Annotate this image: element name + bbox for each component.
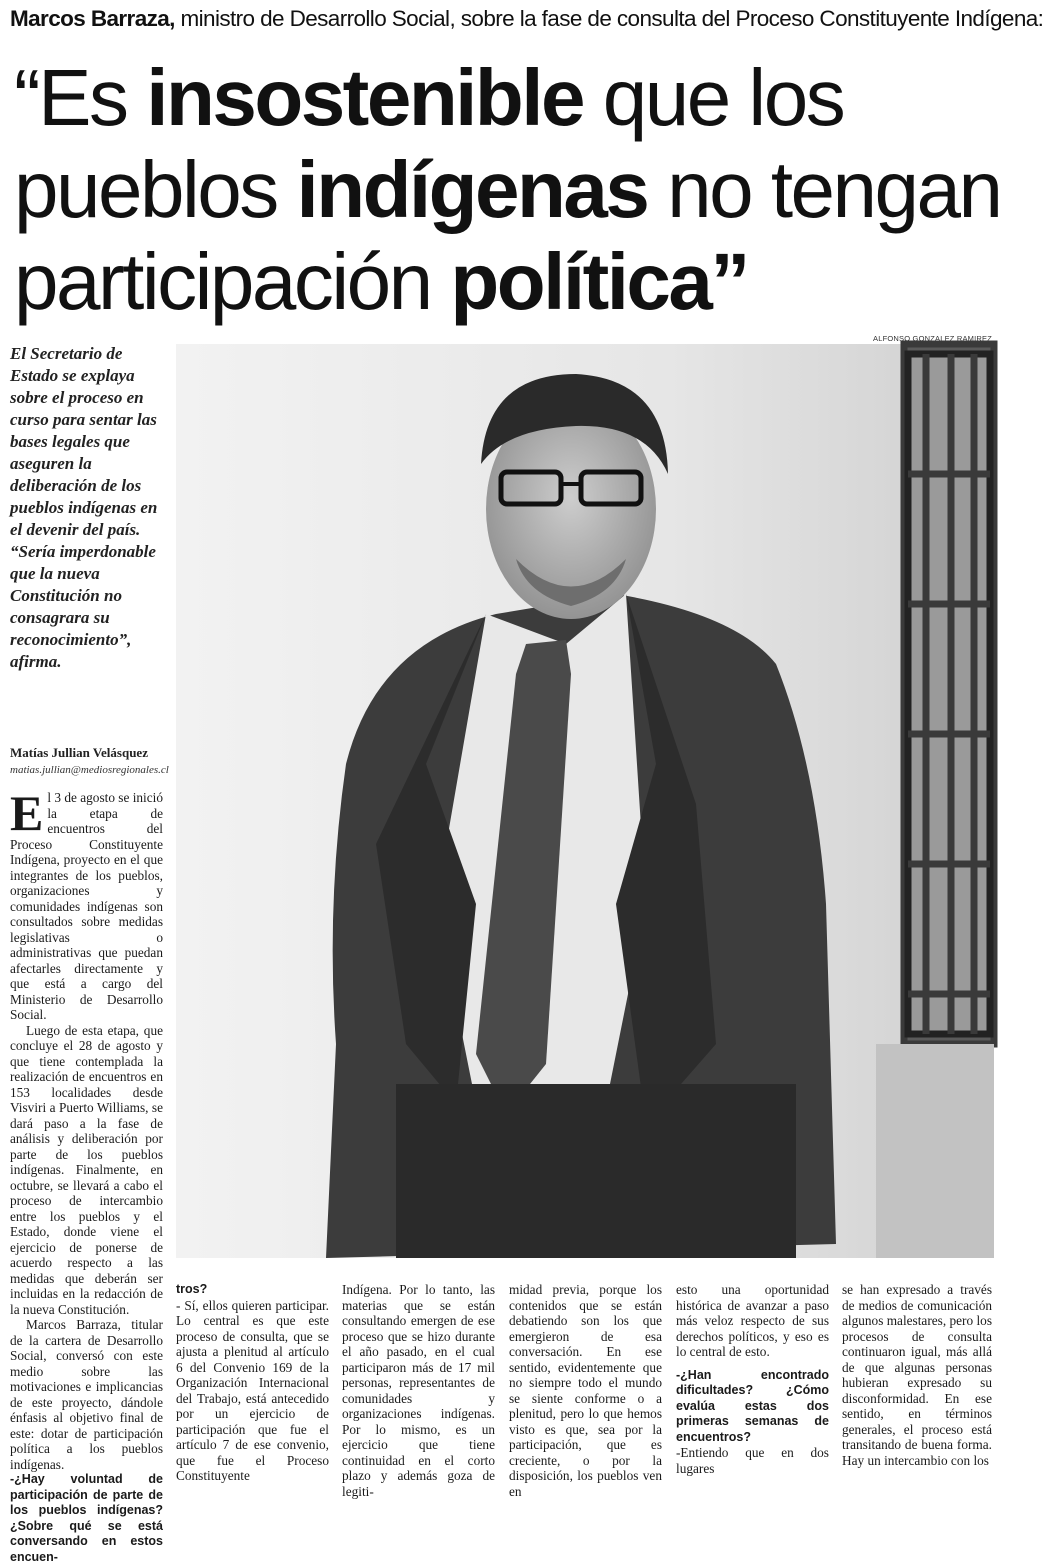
headline-text: “Es xyxy=(14,53,147,142)
paragraph: Marcos Barraza, titular de la cartera de Desarrollo Social, conversó con este medio sobre las motivaciones e implicancias de este proyecto, dándole énfasis al objetivo final de este: dotar de participación política a los pueblos indígenas. xyxy=(10,1317,163,1472)
paragraph: - Sí, ellos quieren participar. Lo central es que este proceso de consulta, que se ajusta a plenitud al artículo 6 del Convenio 169 de la Organización Internacional del Trabajo, está antecedido por un ejercicio de participación que fue el artículo 7 de ese convenio, que fue el Proceso Constituyente xyxy=(176,1297,329,1483)
paragraph: Indígena. Por lo tanto, las materias que se están consultando emergen de ese proceso que se hizo durante el año pasado, en el cual participaron más de 17 mil personas, representantes de comunidades y organizaciones indígenas. Por lo mismo, es un ejercicio que tiene continuidad en el corto plazo y además goza de legiti- xyxy=(342,1282,495,1499)
byline xyxy=(10,744,175,778)
article-lead: El Secretario de Estado se explaya sobre el proceso en curso para sentar las bases legales que aseguren la deliberación de los pueblos indígenas en el devenir del país. “Sería imperdonable que la nueva Constitución no consagrara su reconocimiento”, afirma. xyxy=(10,344,158,671)
headline xyxy=(14,52,999,328)
column-6 xyxy=(842,1282,992,1468)
headline-line-3 xyxy=(14,236,999,328)
window-grille xyxy=(904,344,994,1044)
headline-text: que los xyxy=(583,53,844,142)
kicker xyxy=(10,4,1043,34)
headline-bold: insostenible xyxy=(146,53,583,142)
column-2 xyxy=(176,1282,329,1483)
interview-question: -¿Han encontrado dificultades? ¿Cómo evalúa estas dos primeras semanas de encuentros? xyxy=(676,1367,829,1444)
paragraph: Luego de esta etapa, que concluye el 28 de agosto y que tiene contemplada la realización de encuentros en 153 localidades desde Visviri a Puerto Williams, se dará paso a la fase de análisis y deliberación por parte de los pueblos indígenas. Finalmente, en octubre, se llevará a cabo el proceso de intercambio entre los pueblos y el Estado, donde viene el ejercicio de ponerse de acuerdo respecto a las medidas que deberán ser incluidas en la redacción de la nueva Constitución. xyxy=(10,1022,163,1317)
paragraph: l 3 de agosto se inició la etapa de encuentros del Proceso Constituyente Indígena, proyecto en el que integrantes de los pueblos, organizaciones y comunidades indígenas son consultados sobre medidas legislativas o administrativas que puedan afectarles directamente y que está a cargo del Ministerio de Desarrollo Social. xyxy=(10,790,163,1022)
photo-credit: ALFONSO GONZALEZ RAMIREZ xyxy=(873,334,992,343)
paragraph: -Entiendo que en dos lugares xyxy=(676,1445,829,1476)
column-3 xyxy=(342,1282,495,1499)
column-5 xyxy=(676,1282,829,1476)
column-1 xyxy=(10,785,163,1564)
headline-line-2 xyxy=(14,144,999,236)
headline-text: participación xyxy=(14,237,451,326)
dropcap: E xyxy=(10,785,44,841)
author-email: matias.jullian@mediosregionales.cl xyxy=(10,764,169,776)
headline-text: pueblos xyxy=(14,145,297,234)
portrait-photo xyxy=(176,344,994,1258)
headline-line-1 xyxy=(14,52,999,144)
kicker-text: ministro de Desarrollo Social, sobre la fase de consulta del Proceso Constituyente Indígena: xyxy=(174,6,1043,31)
column-4 xyxy=(509,1282,662,1499)
paragraph: esto una oportunidad histórica de avanzar a paso más veloz respecto de sus derechos políticos, y eso es lo central de esto. xyxy=(676,1282,829,1359)
headline-bold: indígenas xyxy=(296,145,648,234)
portrait-illustration xyxy=(176,344,994,1258)
paragraph: se han expresado a través de medios de comunicación algunos malestares, pero los procesos de consulta continuaron igual, más allá de que algunas personas hubieran expresado su disconformidad. En ese sentido, en términos generales, el proceso está transitando de buena forma. Hay un intercambio con los xyxy=(842,1282,992,1468)
headline-bold: política” xyxy=(450,237,748,326)
interview-question-end: tros? xyxy=(176,1282,208,1296)
author-name: Matías Jullian Velásquez xyxy=(10,745,148,760)
headline-text: no tengan xyxy=(647,145,1001,234)
interview-question: -¿Hay voluntad de participación de parte de los pueblos indígenas? ¿Sobre qué se está conversando en estos encuen- xyxy=(10,1472,163,1564)
paragraph: midad previa, porque los contenidos que se están debatiendo son los que emergieron de esa conversación. En ese sentido, evidentemente que no siempre todo el mundo se siente conforme o a plenitud, pero lo que hemos visto es que, sea por la participación, que es creciente, o por la disposición, los pueblos ven en xyxy=(509,1282,662,1499)
kicker-name: Marcos Barraza, xyxy=(10,6,175,31)
